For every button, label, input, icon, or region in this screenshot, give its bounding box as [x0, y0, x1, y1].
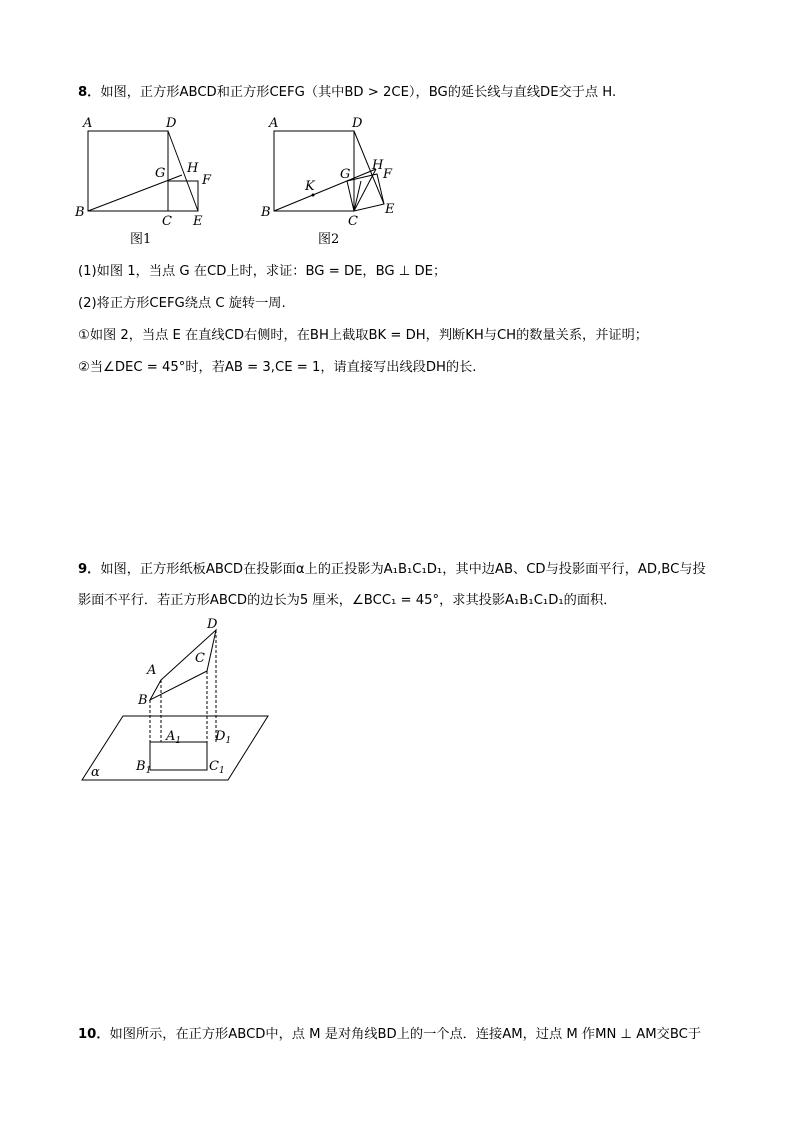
q8-sub2: ②当∠DEC = 45°时，若AB = 3,CE = 1，请直接写出线段DH的长. — [78, 360, 477, 375]
label-b: B — [75, 205, 85, 220]
label-b-2: B — [261, 205, 271, 220]
label-f-2: F — [383, 167, 393, 182]
fig2-caption: 图2 — [318, 232, 340, 247]
q10-stem — [78, 1025, 701, 1045]
label-a-2: A — [269, 116, 279, 131]
q9-number: 9． — [78, 562, 101, 577]
label-d: D — [166, 116, 177, 131]
label-a-q9: A — [147, 663, 157, 678]
label-f: F — [202, 173, 212, 188]
q9-line2: 影面不平行．若正方形ABCD的边长为5 厘米，∠BCC₁ = 45°，求其投影A₁B₁C₁D₁的面积． — [78, 593, 617, 608]
square-cefg — [168, 181, 198, 211]
q8-number: 8． — [78, 85, 101, 100]
projection-a1b1c1d1 — [150, 742, 207, 770]
q8-figure-1 — [70, 112, 230, 252]
q10-stem-text: 如图所示，在正方形ABCD中，点 M 是对角线BD上的一个点．连接AM，过点 M 作MN ⊥ AM交BC于 — [109, 1027, 702, 1042]
square-abcd-paper — [150, 630, 216, 700]
label-a: A — [83, 116, 93, 131]
q8-sub1: ①如图 2，当点 E 在直线CD右侧时，在BH上截取BK = DH，判断KH与CH的数量关系，并证明； — [78, 328, 648, 343]
q8-part1: (1)如图 1，当点 G 在CD上时，求证：BG = DE，BG ⊥ DE； — [78, 264, 447, 279]
q10-number: 10． — [78, 1027, 110, 1042]
label-c-2: C — [348, 214, 358, 229]
q8-figure-2 — [256, 112, 416, 252]
label-h: H — [187, 161, 199, 176]
label-c-q9: C — [195, 651, 205, 666]
label-d-q9: D — [207, 617, 218, 632]
q8-stem — [78, 83, 616, 103]
q8-stem-text: 如图，正方形ABCD和正方形CEFG（其中BD > 2CE），BG的延长线与直线DE交于点 H. — [100, 85, 617, 100]
label-k: K — [305, 179, 315, 194]
label-h-2: H — [372, 158, 384, 173]
square-cefg-2 — [347, 174, 384, 211]
fig1-caption: 图1 — [130, 232, 152, 247]
line-bh-2 — [274, 169, 376, 211]
label-g: G — [155, 166, 166, 181]
label-b1: $B_1$ — [136, 759, 152, 776]
label-g-2: G — [340, 167, 351, 182]
label-c: C — [162, 214, 172, 229]
q9-line1 — [78, 560, 706, 580]
q9-figure — [78, 616, 278, 786]
label-alpha: α — [91, 765, 100, 780]
label-a1: $A_1$ — [166, 729, 182, 746]
line-cg — [354, 181, 361, 211]
label-e: E — [193, 214, 203, 229]
label-b-q9: B — [138, 693, 148, 708]
label-d-2: D — [352, 116, 363, 131]
label-d1: $D_1$ — [215, 729, 232, 746]
line-ch — [354, 169, 376, 211]
q9-line1-text: 如图，正方形纸板ABCD在投影面α上的正投影为A₁B₁C₁D₁，其中边AB、CD与投影面平行，AD,BC与投 — [100, 562, 706, 577]
label-c1: $C_1$ — [209, 759, 225, 776]
label-e-2: E — [385, 202, 395, 217]
q8-part2: (2)将正方形CEFG绕点 C 旋转一周. — [78, 296, 286, 311]
